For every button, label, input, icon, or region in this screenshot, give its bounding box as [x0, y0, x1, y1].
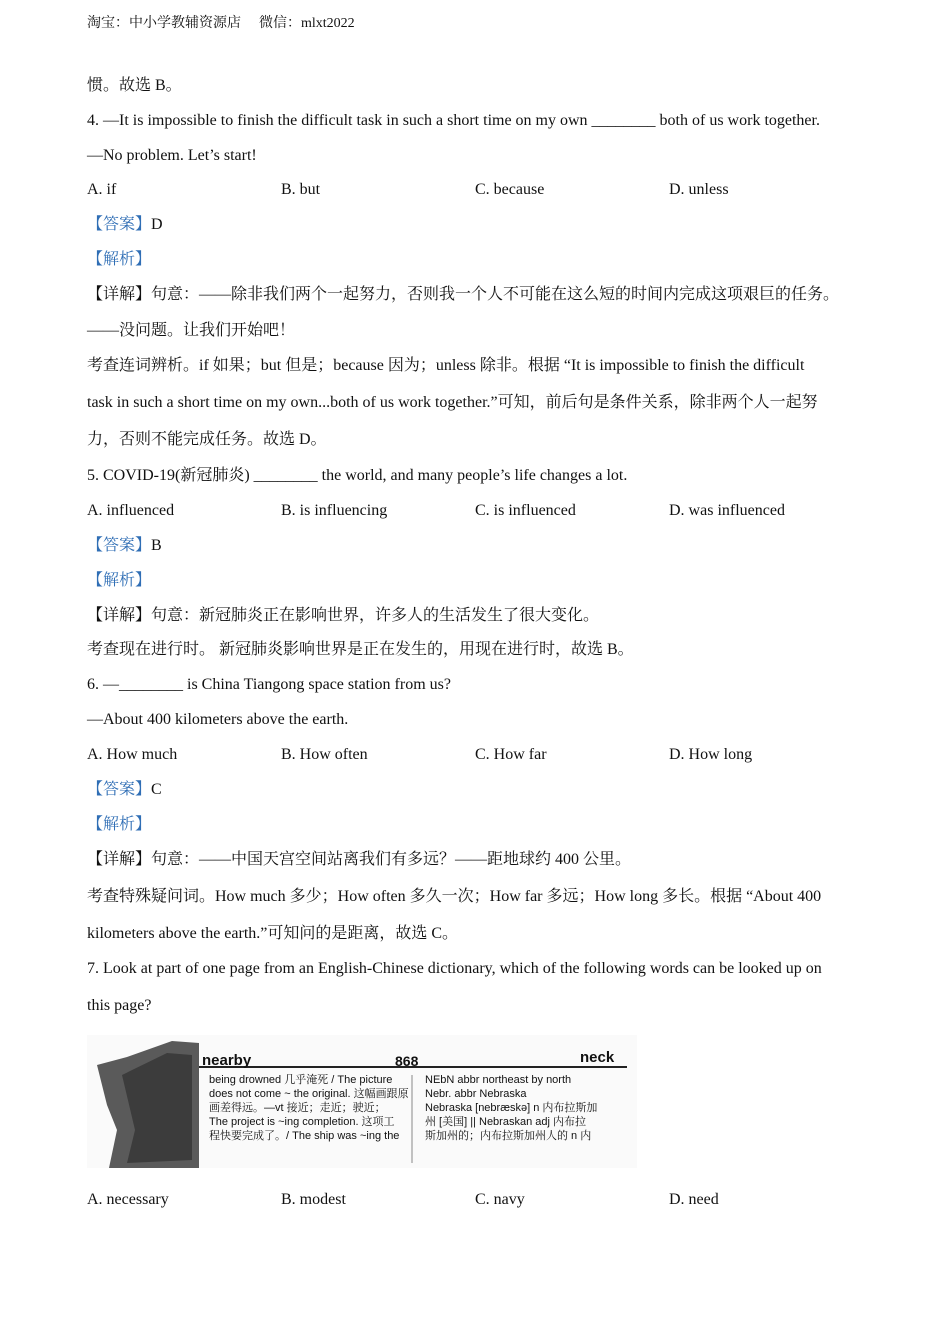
- detail-label: 【详解】: [87, 607, 152, 624]
- option-c: C. because: [475, 181, 545, 198]
- dictionary-line: Nebr. abbr Nebraska: [425, 1088, 527, 1100]
- explanation-2: kilometers above the earth.”可知问的是距离，故选 C。: [87, 925, 459, 942]
- answer-label: 【答案】: [87, 216, 152, 233]
- question-5: 5. COVID-19(新冠肺炎) ________ the world, and many people’s life changes a lot.: [87, 467, 628, 484]
- dictionary-left-column: [209, 1073, 409, 1143]
- explanation-1: 考查连词辨析。if 如果；but 但是；because 因为；unless 除非。根据 “It is impossible to finish the difficult: [87, 357, 805, 374]
- option-d: D. unless: [669, 181, 729, 198]
- answer-label: 【答案】: [87, 537, 152, 554]
- option-b: B. is influencing: [281, 502, 388, 519]
- option-d: D. How long: [669, 746, 753, 763]
- detail-line: [87, 850, 631, 870]
- detail-line: [87, 606, 599, 626]
- dictionary-line: 画差得远。—vt 接近；走近；驶近；: [209, 1102, 386, 1114]
- dictionary-right-column: [425, 1073, 597, 1143]
- dictionary-line: Nebraska [nebræskə] n 内布拉斯加: [425, 1102, 598, 1114]
- question-7: 7. Look at part of one page from an English-Chinese dictionary, which of the following words can be looked up on: [87, 960, 822, 977]
- analysis-label: 【解析】: [87, 572, 152, 589]
- continuation-line: 惯。故选 B。: [87, 77, 182, 94]
- dictionary-guide-word-right: neck: [580, 1049, 615, 1066]
- option-c: C. How far: [475, 746, 547, 763]
- dictionary-line: 州 [美国] || Nebraskan adj 内布拉: [425, 1116, 586, 1128]
- analysis-label: 【解析】: [87, 251, 152, 268]
- dictionary-line: 斯加州的；内布拉斯加州人的 n 内: [425, 1130, 592, 1142]
- detail-text-2: ——没问题。让我们开始吧！: [87, 322, 296, 339]
- option-a: A. How much: [87, 746, 178, 763]
- dictionary-line: The project is ~ing completion. 这项工: [209, 1116, 395, 1128]
- question-7-cont: this page?: [87, 997, 152, 1014]
- question-4-reply: —No problem. Let’s start!: [87, 147, 257, 164]
- header-shop: 淘宝：中小学教辅资源店: [87, 16, 241, 31]
- option-a: A. influenced: [87, 502, 175, 519]
- detail-text: 句意：新冠肺炎正在影响世界，许多人的生活发生了很大变化。: [151, 607, 600, 624]
- option-a: A. necessary: [87, 1191, 169, 1208]
- answer-value: C: [151, 781, 162, 798]
- explanation-2: task in such a short time on my own...both of us work together.”可知，前后句是条件关系，除非两个人一起努: [87, 394, 818, 411]
- detail-text: 句意：——除非我们两个一起努力，否则我一个人不可能在这么短的时间内完成这项艰巨的任务。: [151, 286, 840, 303]
- option-c: C. navy: [475, 1191, 525, 1208]
- option-c: C. is influenced: [475, 502, 576, 519]
- answer-value: D: [151, 216, 163, 233]
- explanation-1: 考查特殊疑问词。How much 多少；How often 多久一次；How far 多远；How long 多长。根据 “About 400: [87, 888, 822, 905]
- dictionary-page-number: 868: [395, 1053, 419, 1069]
- option-b: B. modest: [281, 1191, 346, 1208]
- dictionary-guide-word-left: nearby: [202, 1052, 252, 1069]
- option-d: D. need: [669, 1191, 719, 1208]
- dictionary-line: being drowned 几乎淹死 / The picture: [209, 1074, 393, 1086]
- question-6-reply: —About 400 kilometers above the earth.: [87, 711, 349, 728]
- option-a: A. if: [87, 181, 117, 198]
- explanation-1: 考查现在进行时。 新冠肺炎影响世界是正在发生的，用现在进行时，故选 B。: [87, 641, 634, 658]
- analysis-label: 【解析】: [87, 816, 152, 833]
- explanation-3: 力，否则不能完成任务。故选 D。: [87, 431, 327, 448]
- dictionary-line: does not come ~ the original. 这幅画跟原: [209, 1088, 409, 1100]
- question-4: 4. —It is impossible to finish the difficult task in such a short time on my own ________ both of us work together.: [87, 112, 820, 129]
- question-6: 6. —________ is China Tiangong space station from us?: [87, 676, 451, 693]
- detail-label: 【详解】: [87, 851, 152, 868]
- detail-line: [87, 285, 839, 305]
- detail-label: 【详解】: [87, 286, 152, 303]
- dictionary-line: 程快要完成了。/ The ship was ~ing the: [209, 1130, 400, 1142]
- answer-label: 【答案】: [87, 781, 152, 798]
- header-wechat: 微信：mlxt2022: [259, 16, 355, 31]
- answer-line: [87, 536, 162, 556]
- detail-text: 句意：——中国天宫空间站离我们有多远？——距地球约 400 公里。: [151, 851, 632, 868]
- answer-line: [87, 215, 163, 235]
- answer-value: B: [151, 537, 162, 554]
- answer-line: [87, 780, 162, 800]
- option-b: B. How often: [281, 746, 368, 763]
- option-b: B. but: [281, 181, 321, 198]
- option-d: D. was influenced: [669, 502, 785, 519]
- dictionary-page-image: [87, 1035, 637, 1168]
- dictionary-line: NEbN abbr northeast by north: [425, 1074, 572, 1086]
